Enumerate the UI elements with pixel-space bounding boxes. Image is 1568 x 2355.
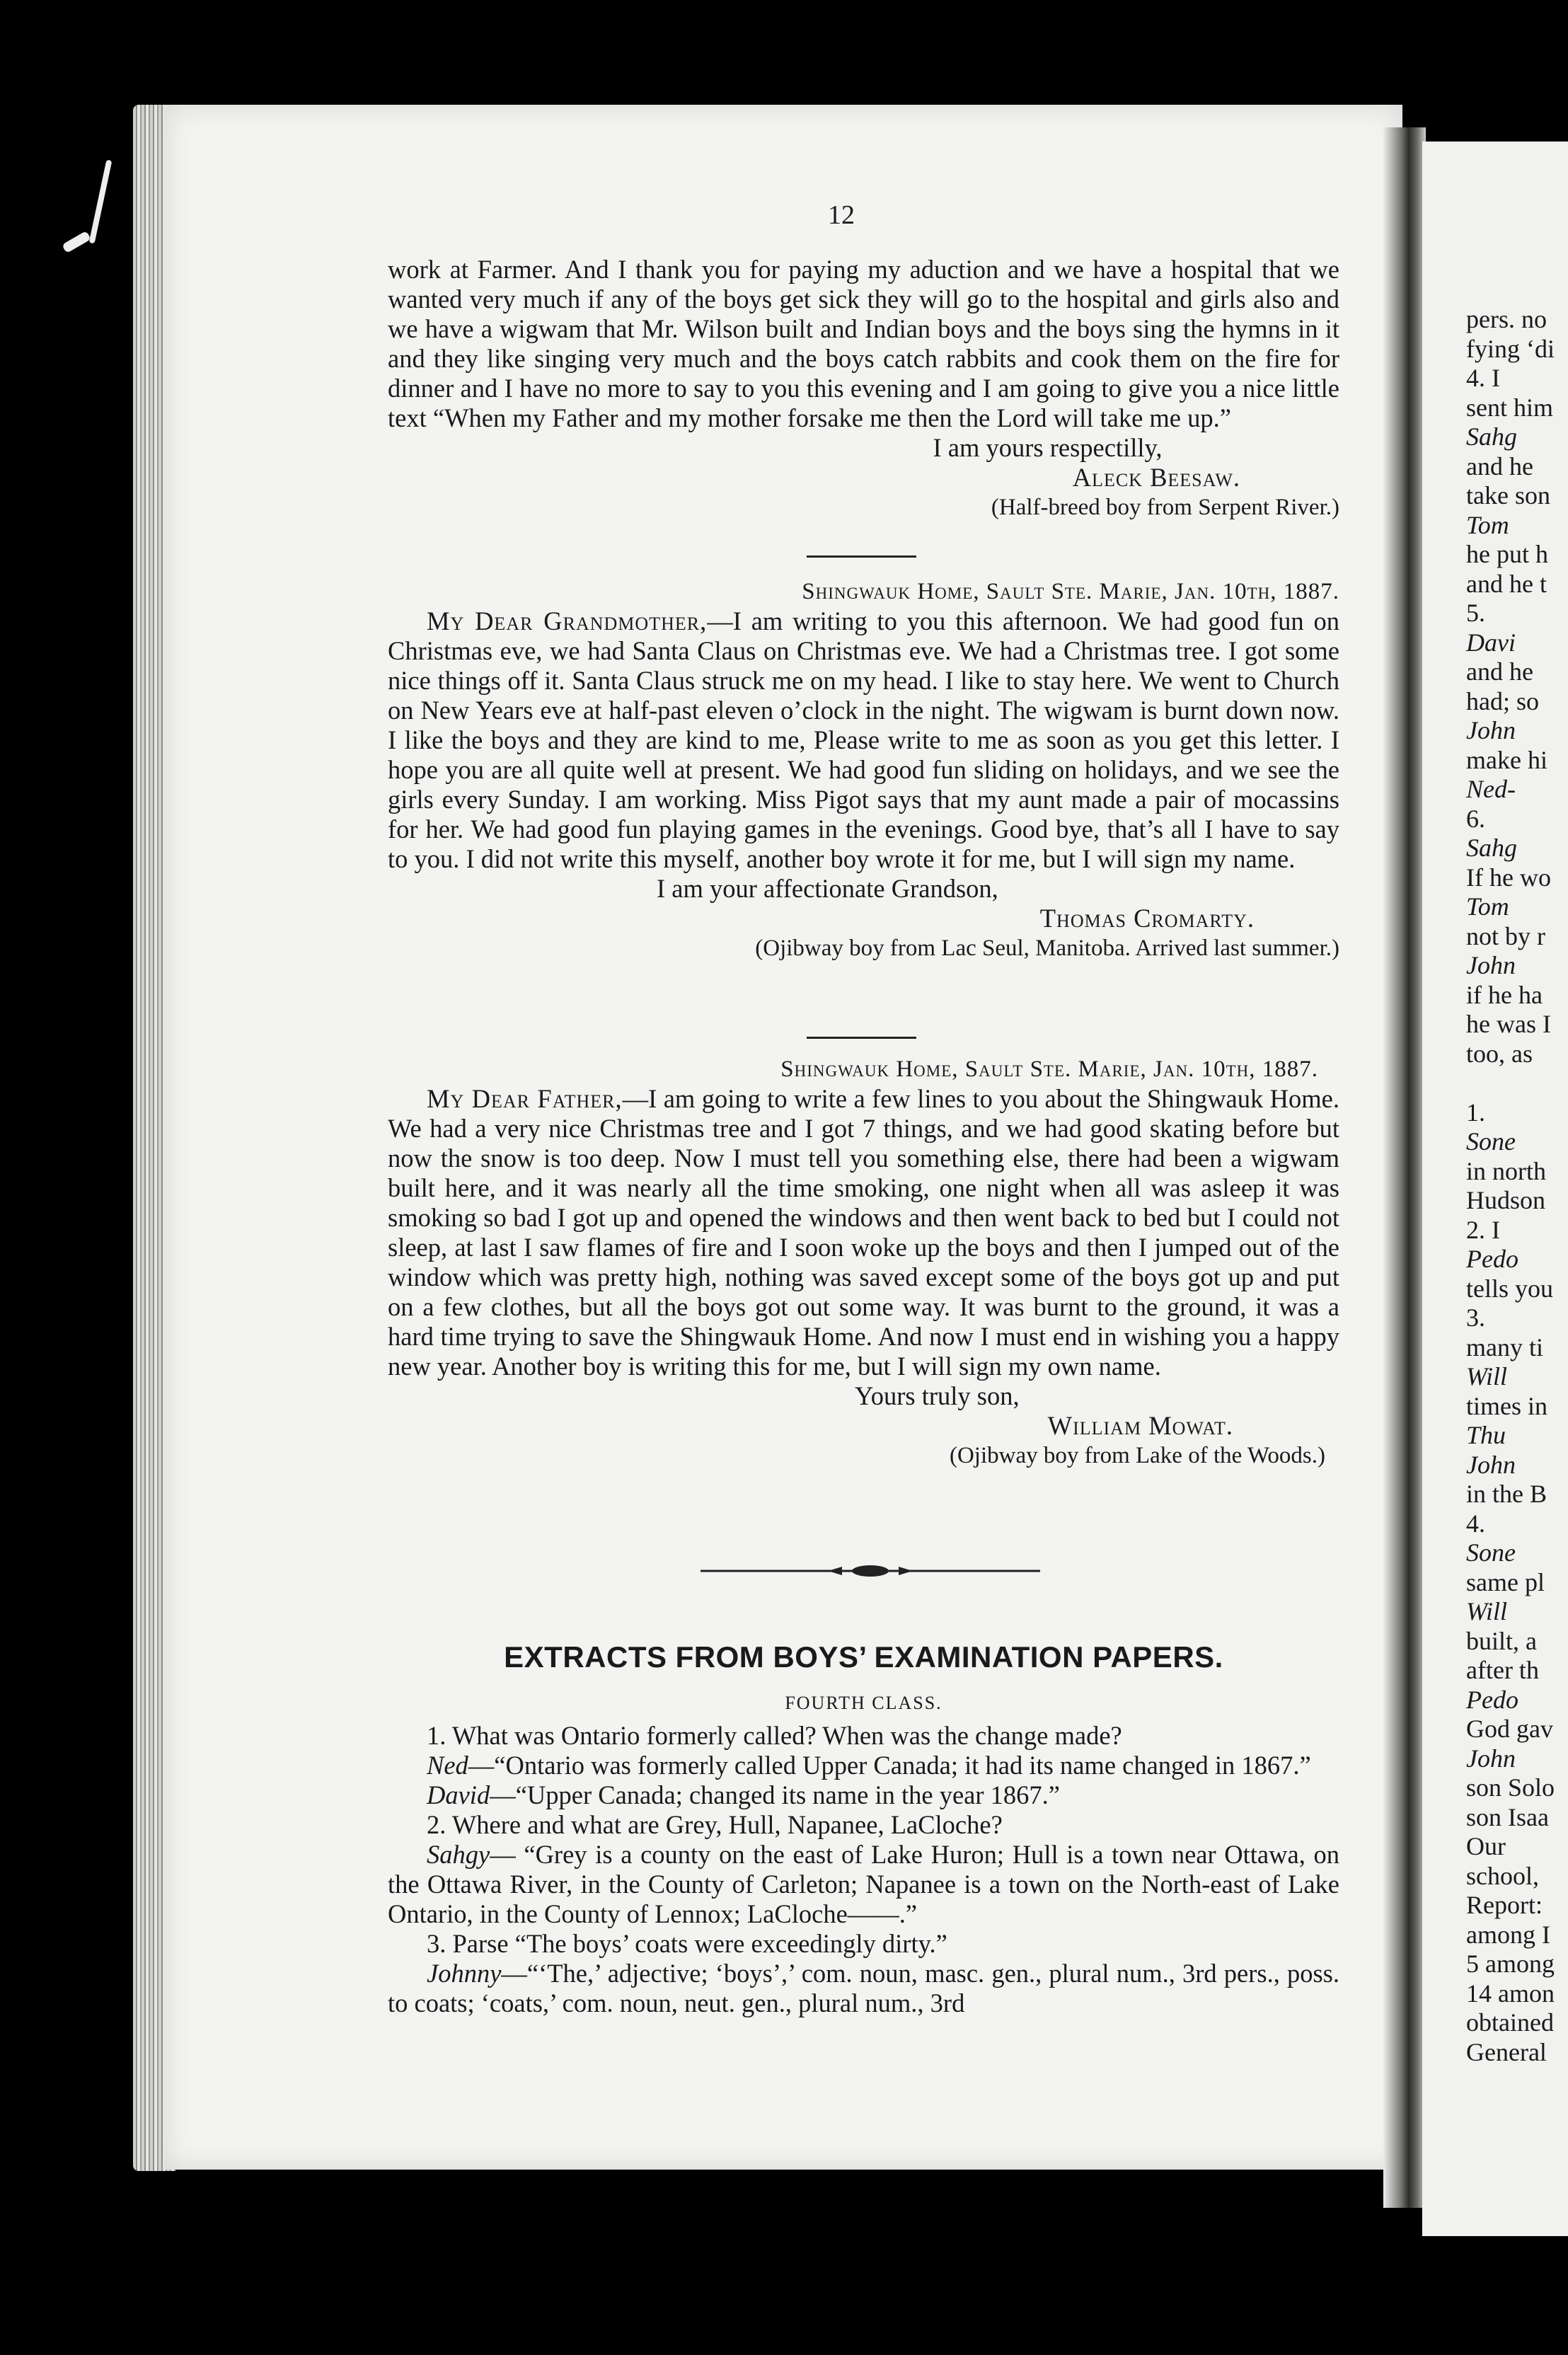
- facing-page-line: Will: [1466, 1597, 1508, 1625]
- letter-closing: I am yours respectilly,: [933, 433, 1163, 462]
- letter-william: [388, 1054, 1339, 1470]
- exam-answer: [388, 1959, 1339, 2018]
- page-number: 12: [828, 200, 855, 230]
- exam-question: 3. Parse “The boys’ coats were exceedingly dirty.”: [427, 1929, 947, 1958]
- exam-answer: [388, 1840, 1339, 1929]
- letter-signature: William Mowat.: [1047, 1411, 1233, 1440]
- letter-salutation: My Dear Father,: [427, 1084, 623, 1113]
- facing-page-line: Hudson: [1466, 1186, 1546, 1214]
- facing-page-line: Report:: [1466, 1891, 1543, 1919]
- facing-page-line: Our: [1466, 1832, 1506, 1860]
- facing-page-line: Thu: [1466, 1421, 1506, 1449]
- facing-page-line: Will: [1466, 1362, 1508, 1390]
- facing-page-line: Sahg: [1466, 422, 1517, 451]
- facing-page-line: Ned-: [1466, 775, 1516, 803]
- facing-page-line: times in: [1466, 1391, 1547, 1420]
- answer-text: — “Grey is a county on the east of Lake Huron; Hull is a town near Ottawa, on the Ottawa River, in the County of Carleton; Napanee is a town on the North-east of Lake Ontario, in the County of Lennox; LaCloche——.”: [388, 1840, 1339, 1928]
- facing-page-line: obtained: [1466, 2008, 1554, 2037]
- facing-page-line: pers. no: [1466, 305, 1547, 333]
- scan-mark: [62, 231, 91, 253]
- facing-page-line: 3.: [1466, 1303, 1485, 1332]
- facing-page-line: too, as: [1466, 1039, 1533, 1068]
- facing-page-line: fying ‘di: [1466, 334, 1555, 363]
- facing-page-line: he put h: [1466, 540, 1548, 568]
- facing-page-line: Sone: [1466, 1538, 1516, 1567]
- answer-text: —“Ontario was formerly called Upper Canada; it had its name changed in 1867.”: [468, 1751, 1311, 1780]
- facing-page-line: John: [1466, 1450, 1516, 1479]
- facing-page-line: 4. I: [1466, 364, 1500, 392]
- exam-answer: [388, 1780, 1339, 1810]
- class-heading: FOURTH CLASS.: [785, 1693, 942, 1713]
- letter-signature: Aleck Beesaw.: [1072, 463, 1240, 492]
- letter-closing: I am your affectionate Grandson,: [657, 874, 998, 903]
- facing-page-line: 2. I: [1466, 1215, 1500, 1244]
- letter-aleck: [388, 255, 1339, 522]
- letter-note: (Ojibway boy from Lac Seul, Manitoba. Arrived last summer.): [755, 935, 1339, 961]
- facing-page-line: If he wo: [1466, 863, 1551, 892]
- letter-salutation: My Dear Grandmother,: [427, 606, 708, 635]
- facing-page-line: 1.: [1466, 1098, 1485, 1127]
- facing-page-line: and he: [1466, 451, 1533, 480]
- letter-body: —I am going to write a few lines to you about the Shingwauk Home. We had a very nice Christmas tree and I got 7 things, and we had good skating before but now the snow is too deep. Now I must tell you something else, there had been a wigwam built here, and it was nearly all the time smoking, one night when all was asleep it was smoking so bad I got up and opened the windows and then went back to bed but I could not sleep, at last I saw flames of fire and I soon woke up the boys and then I jumped out of the window which was pretty high, nothing was saved except some of the boys got up and put on a few clothes, but all the boys got out some way. It was burnt to the ground, it was a hard time trying to save the Shingwauk Home. And now I must end in wishing you a happy new year. Another boy is writing this for me, but I will sign my own name.: [388, 1084, 1339, 1381]
- facing-page-line: same pl: [1466, 1567, 1545, 1596]
- exam-question: 2. Where and what are Grey, Hull, Napanee, LaCloche?: [427, 1810, 1003, 1839]
- facing-page-line: 5.: [1466, 599, 1485, 627]
- facing-page-line: God gav: [1466, 1715, 1553, 1743]
- facing-page-line: son Isaa: [1466, 1802, 1549, 1831]
- answer-text: —“‘The,’ adjective; ‘boys’,’ com. noun, masc. gen., plural num., 3rd pers., poss. to coats; ‘coats,’ com. noun, neut. gen., plural num., 3rd: [388, 1959, 1339, 2017]
- facing-page-line: in north: [1466, 1156, 1546, 1185]
- facing-page-line: John: [1466, 951, 1516, 979]
- facing-page-line: Tom: [1466, 892, 1509, 921]
- student-name: David: [427, 1780, 490, 1809]
- ornament-divider: [701, 1562, 1040, 1579]
- letter-dateline: Shingwauk Home, Sault Ste. Marie, Jan. 10th, 1887.: [780, 1056, 1318, 1082]
- section-rule: [807, 555, 916, 558]
- facing-page-line: Pedo: [1466, 1685, 1518, 1714]
- facing-page-line: son Solo: [1466, 1773, 1555, 1802]
- facing-page-line: Davi: [1466, 628, 1516, 657]
- facing-page-line: 5 among: [1466, 1950, 1555, 1978]
- facing-page-line: General: [1466, 2037, 1547, 2066]
- letter-note: (Half-breed boy from Serpent River.): [991, 495, 1339, 520]
- letter-note: (Ojibway boy from Lake of the Woods.): [949, 1443, 1325, 1468]
- facing-page-line: Pedo: [1466, 1245, 1518, 1273]
- exam-extracts: [388, 1721, 1339, 2018]
- facing-page-line: after th: [1466, 1656, 1539, 1684]
- facing-page-line: school,: [1466, 1861, 1539, 1890]
- facing-page-line: make hi: [1466, 745, 1547, 774]
- facing-page-line: built, a: [1466, 1626, 1537, 1655]
- letter-thomas: [388, 577, 1339, 963]
- exam-question: 1. What was Ontario formerly called? When was the change made?: [427, 1721, 1122, 1750]
- letter-signature: Thomas Cromarty.: [1039, 904, 1255, 933]
- facing-page-line: Tom: [1466, 510, 1509, 539]
- letter-body: —I am writing to you this afternoon. We had good fun on Christmas eve, we had Santa Claus on Christmas eve. We had a Christmas tree. I got some nice things off it. Santa Claus struck me on my head. I like to stay here. We went to Church on New Years eve at half-past eleven o’clock in the night. The wigwam is burnt down now. I like the boys and they are kind to me, Please write to me as soon as you get this letter. I hope you are all quite well at present. We had good fun sliding on holidays, and we see the girls every Sunday. I am working. Miss Pigot says that my aunt made a pair of mocassins for her. We had good fun playing games in the evenings. Good bye, that’s all I have to say to you. I did not write this myself, another boy wrote it for me, but I will sign my name.: [388, 606, 1339, 873]
- book-gutter: [1383, 127, 1426, 2208]
- facing-page-line: and he: [1466, 657, 1533, 686]
- facing-page-line: 6.: [1466, 804, 1485, 833]
- facing-page-line: had; so: [1466, 686, 1539, 715]
- facing-page-line: 4.: [1466, 1509, 1485, 1538]
- facing-page-line: Sahg: [1466, 834, 1517, 862]
- section-title: EXTRACTS FROM BOYS’ EXAMINATION PAPERS.: [504, 1640, 1223, 1674]
- facing-page-line: not by r: [1466, 921, 1545, 950]
- facing-page-line: John: [1466, 1744, 1516, 1773]
- facing-page-line: he was I: [1466, 1010, 1551, 1038]
- facing-page-line: tells you: [1466, 1274, 1553, 1303]
- facing-page-line: if he ha: [1466, 980, 1543, 1009]
- facing-page-line: Sone: [1466, 1127, 1516, 1156]
- facing-page-line: and he t: [1466, 569, 1547, 598]
- facing-page-line: 14 amon: [1466, 1979, 1555, 2008]
- student-name: Sahgy: [427, 1840, 490, 1869]
- facing-page-line: among I: [1466, 1920, 1550, 1949]
- facing-page-line: sent him: [1466, 393, 1553, 422]
- facing-page-line: John: [1466, 716, 1516, 744]
- letter-body: work at Farmer. And I thank you for paying my aduction and we have a hospital that we wanted very much if any of the boys get sick they will go to the hospital and girls also and we have a wigwam that Mr. Wilson built and Indian boys and the boys sing the hymns in it and they like singing very much and the boys catch rabbits and cook them on the fire for dinner and I have no more to say to you this evening and I am going to give you a nice little text “When my Father and my mother forsake me then the Lord will take me up.”: [388, 255, 1339, 432]
- answer-text: —“Upper Canada; changed its name in the year 1867.”: [490, 1780, 1060, 1809]
- section-rule: [807, 1037, 916, 1039]
- letter-dateline: Shingwauk Home, Sault Ste. Marie, Jan. 10th, 1887.: [802, 579, 1339, 604]
- facing-page-line: in the B: [1466, 1480, 1547, 1508]
- facing-page-line: take son: [1466, 481, 1550, 509]
- facing-page-line: many ti: [1466, 1332, 1543, 1361]
- student-name: Ned: [427, 1751, 468, 1780]
- letter-closing: Yours truly son,: [855, 1381, 1020, 1410]
- scan-mark: [89, 159, 113, 243]
- exam-answer: [388, 1751, 1339, 1780]
- student-name: Johnny: [427, 1959, 502, 1988]
